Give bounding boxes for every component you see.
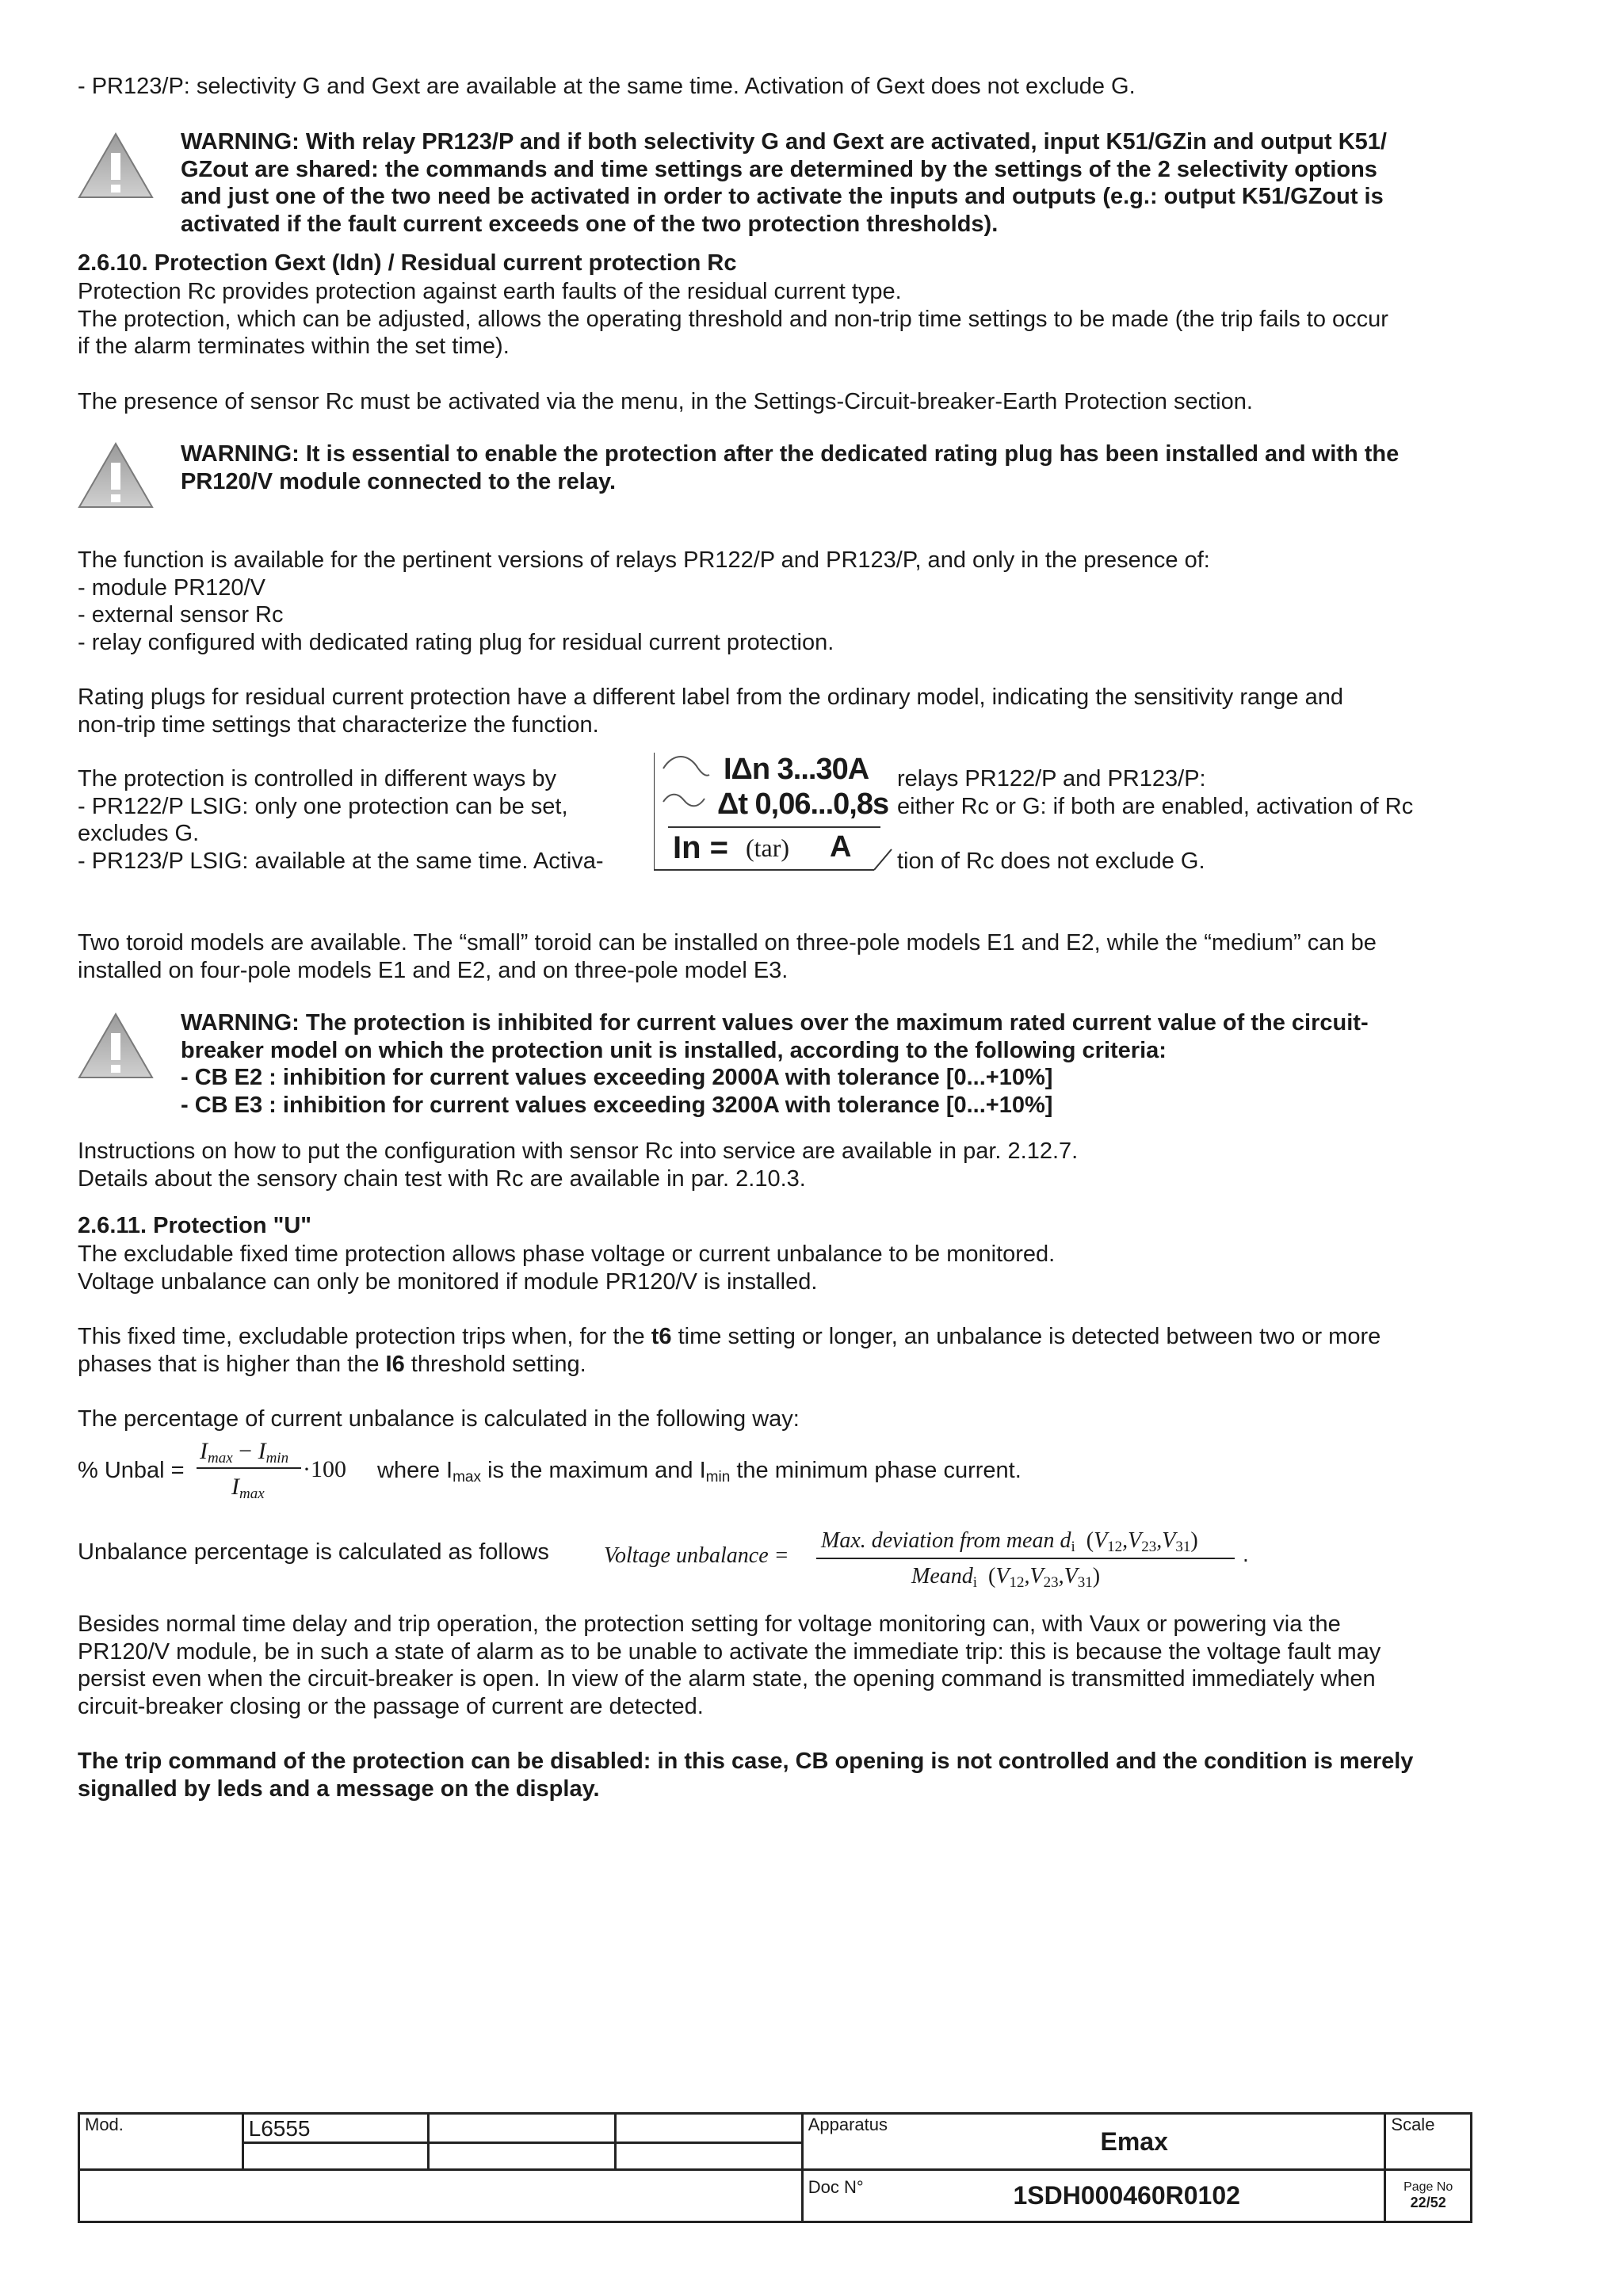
warning-2-line: PR120/V module connected to the relay. [181, 468, 617, 494]
formula-symbol: V [1094, 1528, 1108, 1553]
text-run: threshold setting. [404, 1351, 586, 1377]
formula-voltage-lhs: Voltage unbalance = [604, 1543, 789, 1568]
text-line: circuit-breaker closing or the passage of current are detected. [78, 1693, 704, 1719]
warning-3-line: WARNING: The protection is inhibited for current values over the maximum rated current value of the circuit- [181, 1010, 1369, 1035]
formula-subscript: min [265, 1450, 289, 1466]
formula-paren: ) [1190, 1528, 1198, 1553]
formula-subscript: 23 [1141, 1539, 1157, 1555]
paragraph [78, 1323, 1381, 1378]
formula-paren: ( [988, 1564, 996, 1589]
plug-tar-label: (tar) [746, 833, 790, 862]
formula-subscript: max [453, 1469, 482, 1486]
formula-unbal-lhs: % Unbal = [78, 1458, 185, 1483]
formula-subscript: max [208, 1450, 233, 1466]
formula-symbol: V [1029, 1564, 1044, 1589]
text-line: Rating plugs for residual current protection have a different label from the ordinary model, indicating the sensitivity range and [78, 685, 1343, 710]
formula-paren: ( [1086, 1528, 1094, 1553]
warning-3 [181, 1009, 1472, 1119]
formula-where-text [377, 1457, 1022, 1492]
formula-symbol: d [961, 1564, 973, 1589]
formula-symbol: I [231, 1474, 239, 1500]
formula-symbol: I [258, 1438, 266, 1464]
text-line: - PR123/P LSIG: available at the same time. Activa- [78, 848, 604, 874]
paragraph-left-column [78, 765, 604, 875]
formula-unbal-denominator [231, 1474, 265, 1503]
paragraph [78, 1611, 1381, 1720]
text-line: The excludable fixed time protection allows phase voltage or current unbalance to be monitored. [78, 1241, 1056, 1267]
text-line: - external sensor Rc [78, 602, 284, 627]
text-run: time setting or longer, an unbalance is detected between two or more [671, 1324, 1381, 1349]
text-line: PR120/V module, be in such a state of alarm as to be unable to activate the immediate trip: this is because the voltage fault may [78, 1638, 1381, 1665]
footer-blank-cell [616, 2114, 803, 2143]
formula-subscript: max [239, 1486, 265, 1502]
text-line: if the alarm terminates within the set time). [78, 334, 510, 359]
text-line: The protection is controlled in different ways by [78, 766, 556, 791]
footer-mod-value: L6555 [242, 2114, 429, 2143]
warning-1 [181, 128, 1472, 238]
text-line: Protection Rc provides protection against earth faults of the residual current type. [78, 279, 902, 304]
formula-unbal-numerator [200, 1438, 288, 1467]
warning-1-line: WARNING: With relay PR123/P and if both selectivity G and Gext are activated, input K51/GZin and output K51/ [181, 129, 1387, 154]
paragraph-right-column [897, 765, 1413, 875]
footer-blank-cell [242, 2143, 429, 2170]
text-line: either Rc or G: if both are enabled, activation of Rc [897, 793, 1414, 819]
footer-doc-value: 1SDH000460R0102 [1013, 2170, 1384, 2222]
formula-minus: − [232, 1438, 258, 1464]
plug-in-label: In = [673, 830, 729, 865]
paragraph: The percentage of current unbalance is calculated in the following way: [78, 1406, 800, 1432]
section-heading-2-6-11: 2.6.11. Protection "U" [78, 1213, 312, 1238]
warning-3-line: - CB E2 : inhibition for current values exceeding 2000A with tolerance [0...+10%] [181, 1065, 1053, 1090]
warning-1-line: GZout are shared: the commands and time settings are determined by the settings of the 2 selectivity options [181, 156, 1377, 182]
text-line: Two toroid models are available. The “small” toroid can be installed on three-pole models E1 and E2, while the “medium” can be [78, 930, 1377, 955]
setting-i6: I6 [385, 1351, 405, 1377]
text-line: - module PR120/V [78, 574, 265, 601]
plug-idn-range: IΔn 3...30A [724, 753, 869, 786]
footer-page-cell [1385, 2170, 1472, 2222]
text-line: tion of Rc does not exclude G. [897, 848, 1205, 874]
formula-subscript: 12 [1009, 1574, 1025, 1591]
footer-apparatus-label: Apparatus [802, 2114, 1013, 2170]
text-line: Details about the sensory chain test with Rc are available in par. 2.10.3. [78, 1165, 806, 1192]
formula-symbol: V [1162, 1528, 1176, 1553]
plug-dt-range: Δt 0,06...0,8s [717, 788, 889, 821]
formula-symbol: V [1128, 1528, 1142, 1553]
text-run: is the maximum and I [481, 1458, 706, 1483]
formula-symbol: V [1064, 1564, 1078, 1589]
text-line [78, 1323, 1381, 1351]
fraction-bar [816, 1558, 1235, 1559]
paragraph-bold [78, 1748, 1413, 1802]
footer-blank-cell [616, 2143, 803, 2170]
paragraph [78, 1138, 1078, 1192]
spacer [897, 820, 1413, 848]
formula-subscript: i [1071, 1539, 1075, 1555]
formula-symbol: I [200, 1438, 208, 1464]
paragraph: The presence of sensor Rc must be activated via the menu, in the Settings-Circuit-breaker-Earth Protection section. [78, 389, 1253, 414]
text-line: non-trip time settings that characterize the function. [78, 711, 599, 738]
formula-text: Mean [911, 1564, 962, 1589]
footer-blank-cell [429, 2143, 616, 2170]
text-line: - relay configured with dedicated rating plug for residual current protection. [78, 629, 834, 655]
text-line: Instructions on how to put the configuration with sensor Rc into service are available in par. 2.12.7. [78, 1138, 1079, 1164]
footer-blank-cell [429, 2114, 616, 2143]
formula-subscript: 12 [1107, 1539, 1123, 1555]
warning-triangle-icon [78, 1013, 154, 1079]
plug-unit: A [830, 830, 852, 864]
formula-subscript: i [972, 1574, 978, 1591]
paragraph [78, 929, 1377, 984]
formula-subscript: 23 [1043, 1574, 1059, 1591]
warning-triangle-icon [78, 132, 154, 199]
text-line: installed on four-pole models E1 and E2, and on three-pole model E3. [78, 957, 789, 983]
warning-1-line: activated if the fault current exceeds one of the two protection thresholds). [181, 211, 999, 237]
warning-2 [181, 441, 1472, 495]
text-line: signalled by leds and a message on the display. [78, 1775, 600, 1802]
text-run: This fixed time, excludable protection trips when, for the [78, 1324, 651, 1349]
warning-3-line: breaker model on which the protection unit is installed, according to the following criteria: [181, 1037, 1167, 1063]
formula-paren: ) [1092, 1564, 1101, 1589]
footer-doc-label: Doc N° [802, 2170, 1013, 2222]
formula-voltage-lead: Unbalance percentage is calculated as follows [78, 1539, 549, 1565]
formula-symbol: V [995, 1564, 1010, 1589]
text-line: persist even when the circuit-breaker is open. In view of the alarm state, the opening command is transmitted immediately when [78, 1666, 1376, 1691]
text-line [78, 1351, 1381, 1379]
formula-text: Max. deviation from mean [821, 1528, 1055, 1553]
paragraph [78, 547, 1210, 656]
warning-2-line: WARNING: It is essential to enable the protection after the dedicated rating plug has been installed and with the [181, 441, 1400, 467]
footer-scale-label: Scale [1385, 2114, 1472, 2170]
footer-title-block [78, 2112, 1472, 2223]
text-run: the minimum phase current. [730, 1458, 1022, 1483]
text-run: where I [377, 1458, 453, 1483]
intro-line: - PR123/P: selectivity G and Gext are available at the same time. Activation of Gext does not exclude G. [78, 74, 1136, 99]
formula-multiplier: ·100 [303, 1456, 346, 1482]
footer-blank-cell [79, 2170, 803, 2222]
formula-voltage-denominator: Meand$_i$ $(V_{12},V_{23},V_{31})$ [911, 1564, 1101, 1591]
warning-3-line: - CB E3 : inhibition for current values exceeding 3200A with tolerance [0...+10%] [181, 1092, 1053, 1118]
footer-apparatus-value: Emax [1013, 2114, 1384, 2170]
footer-mod-label: Mod. [79, 2114, 243, 2170]
text-line: Besides normal time delay and trip operation, the protection setting for voltage monitoring can, with Vaux or powering via the [78, 1611, 1341, 1637]
warning-triangle-icon [78, 442, 154, 509]
formula-symbol: d [1060, 1528, 1071, 1553]
warning-1-line: and just one of the two need be activated in order to activate the inputs and outputs (e.g.: output K51/GZout is [181, 184, 1384, 209]
text-line: The trip command of the protection can be disabled: in this case, CB opening is not controlled and the condition is merely [78, 1749, 1414, 1774]
text-line: excludes G. [78, 821, 200, 846]
paragraph [78, 278, 1388, 360]
paragraph [78, 684, 1343, 738]
paragraph [78, 1241, 1055, 1295]
formula-subscript: 31 [1175, 1539, 1191, 1555]
formula-period: . [1243, 1542, 1249, 1566]
formula-voltage-numerator: Max. deviation from mean $d_i$ $(V_{12},V_{23},V_{31})$ [821, 1528, 1198, 1555]
text-line: relays PR122/P and PR123/P: [897, 766, 1206, 791]
formula-subscript: 31 [1077, 1574, 1093, 1591]
text-line: The function is available for the pertinent versions of relays PR122/P and PR123/P, and only in the presence of: [78, 547, 1210, 573]
text-line: Voltage unbalance can only be monitored if module PR120/V is installed. [78, 1268, 818, 1295]
footer-page-value: 22/52 [1410, 2195, 1446, 2210]
text-line: - PR122/P LSIG: only one protection can be set, [78, 793, 568, 819]
text-line: The protection, which can be adjusted, allows the operating threshold and non-trip time settings to be made (the trip fails to occur [78, 306, 1388, 332]
text-run: phases that is higher than the [78, 1351, 386, 1377]
footer-page-label: Page No [1403, 2180, 1453, 2194]
rating-plug-label [654, 748, 895, 873]
section-heading-2-6-10: 2.6.10. Protection Gext (Idn) / Residual current protection Rc [78, 250, 737, 276]
fraction-bar [197, 1467, 301, 1469]
formula-subscript: min [705, 1469, 731, 1486]
setting-t6: t6 [651, 1324, 672, 1349]
